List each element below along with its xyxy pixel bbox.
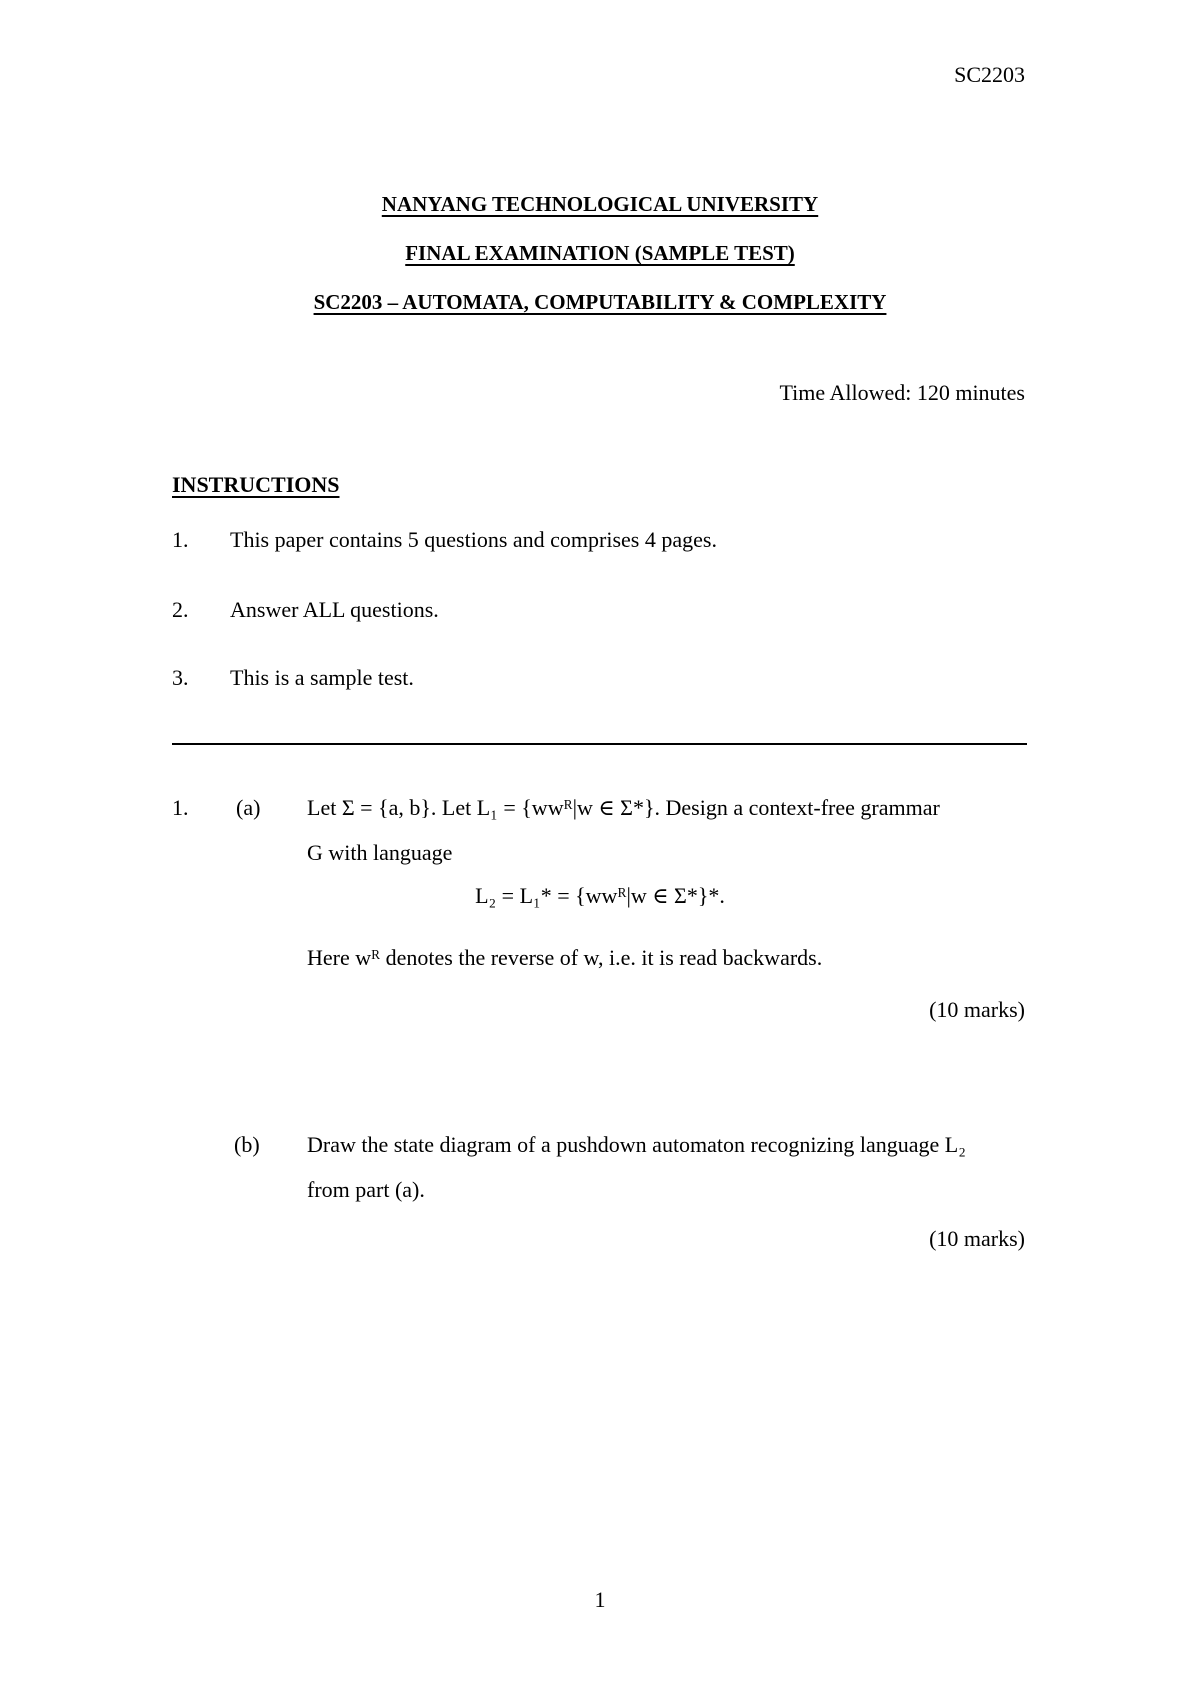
part-a-label: (a)	[236, 795, 261, 820]
section-divider	[172, 743, 1027, 745]
part-a-text-line1: Let Σ = {a, b}. Let L₁ = {wwᴿ|w ∈ Σ*}. Design a context-free grammar	[307, 795, 940, 820]
instruction-text: Answer ALL questions.	[230, 597, 439, 622]
instructions-heading: INSTRUCTIONS	[172, 472, 340, 497]
header-course-code: SC2203	[954, 62, 1025, 87]
part-b-label: (b)	[234, 1132, 260, 1157]
instruction-text: This paper contains 5 questions and comprises 4 pages.	[230, 527, 717, 552]
time-allowed: Time Allowed: 120 minutes	[779, 380, 1025, 405]
part-b-marks: (10 marks)	[929, 1226, 1025, 1251]
part-a-marks: (10 marks)	[929, 997, 1025, 1022]
exam-title: FINAL EXAMINATION (SAMPLE TEST)	[405, 241, 795, 265]
question-number: 1.	[172, 795, 189, 820]
part-a-note: Here wᴿ denotes the reverse of w, i.e. it is read backwards.	[307, 945, 823, 970]
part-a-text-line2: G with language	[307, 840, 453, 865]
part-b-text-line2: from part (a).	[307, 1177, 425, 1202]
instruction-number: 3.	[172, 665, 189, 690]
course-title: SC2203 – AUTOMATA, COMPUTABILITY & COMPLEXITY	[313, 290, 887, 314]
part-a-equation: L₂ = L₁* = {wwᴿ|w ∈ Σ*}*.	[475, 883, 725, 908]
instruction-text: This is a sample test.	[230, 665, 414, 690]
part-b-text-line1: Draw the state diagram of a pushdown automaton recognizing language L₂	[307, 1132, 966, 1157]
instruction-number: 1.	[172, 527, 189, 552]
instruction-number: 2.	[172, 597, 189, 622]
page-number: 1	[594, 1587, 606, 1612]
university-title: NANYANG TECHNOLOGICAL UNIVERSITY	[381, 192, 819, 216]
